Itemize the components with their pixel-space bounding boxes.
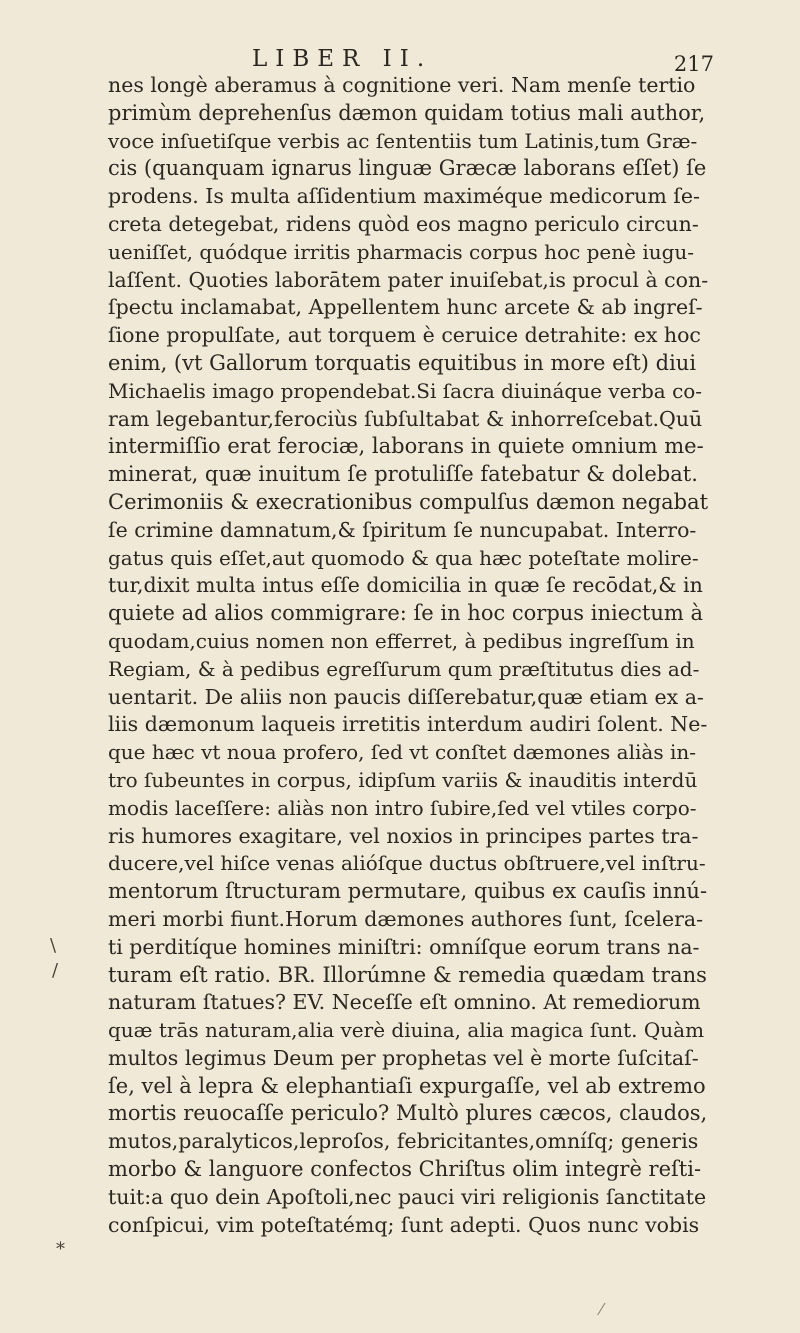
text-line bbox=[108, 1017, 708, 1045]
text-line-content: Regiam, & à pedibus egreſſurum qum præſtitutus dies ad- bbox=[108, 656, 700, 681]
text-line bbox=[108, 850, 708, 878]
text-line bbox=[108, 628, 708, 656]
text-line bbox=[108, 739, 708, 767]
text-line-content: nes longè aberamus à cognitione veri. Nam menſe tertio bbox=[108, 73, 696, 97]
text-line-content: ueniſſet, quódque irritis pharmacis corpus hoc penè iugu- bbox=[108, 239, 695, 264]
text-line-content: liis dæmonum laqueis irretitis interdum audiri ſolent. Ne- bbox=[108, 712, 708, 737]
text-line-content: uentarit. De aliis non paucis diſſerebatur,quæ etiam ex a- bbox=[108, 684, 704, 709]
text-line bbox=[108, 600, 708, 628]
text-line bbox=[108, 878, 708, 906]
text-line bbox=[108, 489, 708, 517]
text-line bbox=[108, 962, 708, 990]
text-line-content: mentorum ſtructuram permutare, quibus ex cauſis innú- bbox=[108, 879, 708, 904]
text-line bbox=[108, 1156, 708, 1184]
text-line-content: ris humores exagitare, vel noxios in principes partes tra- bbox=[108, 823, 699, 848]
text-line bbox=[108, 294, 708, 322]
margin-asterisk-mark: ⁎ bbox=[56, 1233, 65, 1254]
text-line bbox=[108, 322, 708, 350]
text-line-content: intermiſſio erat ferociæ, laborans in quiete omnium me- bbox=[108, 434, 704, 459]
page-number: 217 bbox=[673, 52, 714, 76]
text-line bbox=[108, 433, 708, 461]
text-line bbox=[108, 461, 708, 489]
text-line bbox=[108, 378, 708, 406]
running-title: LIBER II. bbox=[252, 46, 433, 72]
text-line-content: quodam,cuius nomen non efferret, à pedibus ingreſſum in bbox=[108, 628, 695, 653]
text-line-content: cis (quanquam ignarus linguæ Græcæ laborans eſſet) ſe bbox=[108, 156, 707, 181]
text-line-content: quæ trās naturam,alia verè diuina, alia magica ſunt. Quàm bbox=[108, 1018, 705, 1043]
text-line-content: Cerimoniis & execrationibus compulſus dæmon negabat bbox=[108, 489, 709, 514]
text-line-content: ſe crimine damnatum,& ſpiritum ſe nuncupabat. Interro- bbox=[108, 517, 697, 542]
text-line-content: quiete ad alios commigrare: ſe in hoc corpus iniectum à bbox=[108, 601, 703, 626]
body-text bbox=[108, 72, 708, 1239]
text-line bbox=[108, 684, 708, 712]
text-line-content: ſione propulſate, aut torquem è ceruice detrahite: ex hoc bbox=[108, 323, 701, 348]
text-line bbox=[108, 239, 708, 267]
text-line bbox=[108, 823, 708, 851]
text-line-content: voce inſuetiſque verbis ac ſententiis tum Latinis,tum Græ- bbox=[108, 128, 698, 153]
text-line bbox=[108, 350, 708, 378]
text-line-content: ti perditíque homines miniſtri: omníſque eorum trans na- bbox=[108, 934, 700, 959]
text-line bbox=[108, 1212, 708, 1240]
text-line-content: mutos,paralyticos,leproſos, febricitantes,omníſq; generis bbox=[108, 1129, 699, 1154]
corner-stain-mark: ⁄ bbox=[600, 1300, 603, 1319]
text-line-content: morbo & languore confectos Chriſtus olim integrè reſti- bbox=[108, 1157, 702, 1182]
text-line-content: tur,dixit multa intus eſſe domicilia in quæ ſe recōdat,& in bbox=[108, 573, 703, 598]
text-line-content: tro ſubeuntes in corpus, idipſum variis & inauditis interdū bbox=[108, 767, 698, 792]
text-line bbox=[108, 267, 708, 295]
text-line bbox=[108, 545, 708, 573]
text-line-content: modis laceſſere: aliàs non intro ſubire,ſed vel vtiles corpo- bbox=[108, 795, 697, 820]
text-line bbox=[108, 128, 708, 156]
text-line-content: que hæc vt noua profero, ſed vt conſtet dæmones aliàs in- bbox=[108, 740, 696, 765]
text-line bbox=[108, 572, 708, 600]
margin-bracket-mark: / bbox=[52, 960, 59, 981]
text-line bbox=[108, 100, 708, 128]
text-line bbox=[108, 155, 708, 183]
text-line-content: mortis reuocaſſe periculo? Multò plures cæcos, claudos, bbox=[108, 1101, 708, 1126]
text-line-content: naturam ſtatues? EV. Neceſſe eſt omnino. At remediorum bbox=[108, 990, 701, 1015]
text-line-content: Michaelis imago propendebat.Si ſacra diuináque verba co- bbox=[108, 378, 703, 403]
text-line bbox=[108, 934, 708, 962]
text-line bbox=[108, 656, 708, 684]
text-line bbox=[108, 1184, 708, 1212]
text-line-content: gatus quis eſſet,aut quomodo & qua hæc poteſtate molire- bbox=[108, 545, 699, 570]
text-line-content: enim, (vt Gallorum torquatis equitibus in more eſt) diui bbox=[108, 350, 697, 375]
text-line-content: prodens. Is multa aſſidentium maximéque medicorum ſe- bbox=[108, 184, 700, 209]
text-line bbox=[108, 183, 708, 211]
text-line bbox=[108, 989, 708, 1017]
text-line bbox=[108, 767, 708, 795]
text-line-content: laſſent. Quoties laborātem pater inuiſebat,is procul à con- bbox=[108, 267, 709, 292]
text-line bbox=[108, 211, 708, 239]
text-line-content: creta detegebat, ridens quòd eos magno periculo circun- bbox=[108, 211, 699, 236]
text-line-content: primùm deprehenſus dæmon quidam totius mali author, bbox=[108, 100, 706, 125]
text-line-content: tuit:a quo dein Apoſtoli,nec pauci viri religionis ſanctitate bbox=[108, 1184, 707, 1209]
text-line bbox=[108, 1100, 708, 1128]
text-line bbox=[108, 711, 708, 739]
text-line bbox=[108, 906, 708, 934]
text-line-content: meri morbi fiunt.Horum dæmones authores ſunt, ſcelera- bbox=[108, 906, 704, 931]
margin-bracket-mark: \ bbox=[50, 935, 57, 956]
text-line bbox=[108, 72, 708, 100]
text-line bbox=[108, 406, 708, 434]
text-line bbox=[108, 1128, 708, 1156]
text-line bbox=[108, 795, 708, 823]
text-line bbox=[108, 517, 708, 545]
text-line-content: ſe, vel à lepra & elephantiaſi expurgaſſe, vel ab extremo bbox=[108, 1073, 706, 1098]
text-line-content: conſpicui, vim poteſtatémq; ſunt adepti. Quos nunc vobis bbox=[108, 1212, 700, 1237]
text-line-content: minerat, quæ inuitum ſe protuliſſe fatebatur & dolebat. bbox=[108, 462, 698, 487]
text-line-content: multos legimus Deum per prophetas vel è morte ſuſcitaſ- bbox=[108, 1045, 699, 1070]
text-line bbox=[108, 1045, 708, 1073]
text-line-content: ducere,vel hiſce venas alióſque ductus obſtruere,vel inſtru- bbox=[108, 851, 706, 876]
text-line bbox=[108, 1073, 708, 1101]
text-line-content: ſpectu inclamabat, Appellentem hunc arcete & ab ingreſ- bbox=[108, 295, 703, 320]
text-line-content: ram legebantur,ferociùs ſubſultabat & inhorreſcebat.Quū bbox=[108, 406, 703, 431]
text-line-content: turam eſt ratio. BR. Illorúmne & remedia quædam trans bbox=[108, 962, 707, 987]
